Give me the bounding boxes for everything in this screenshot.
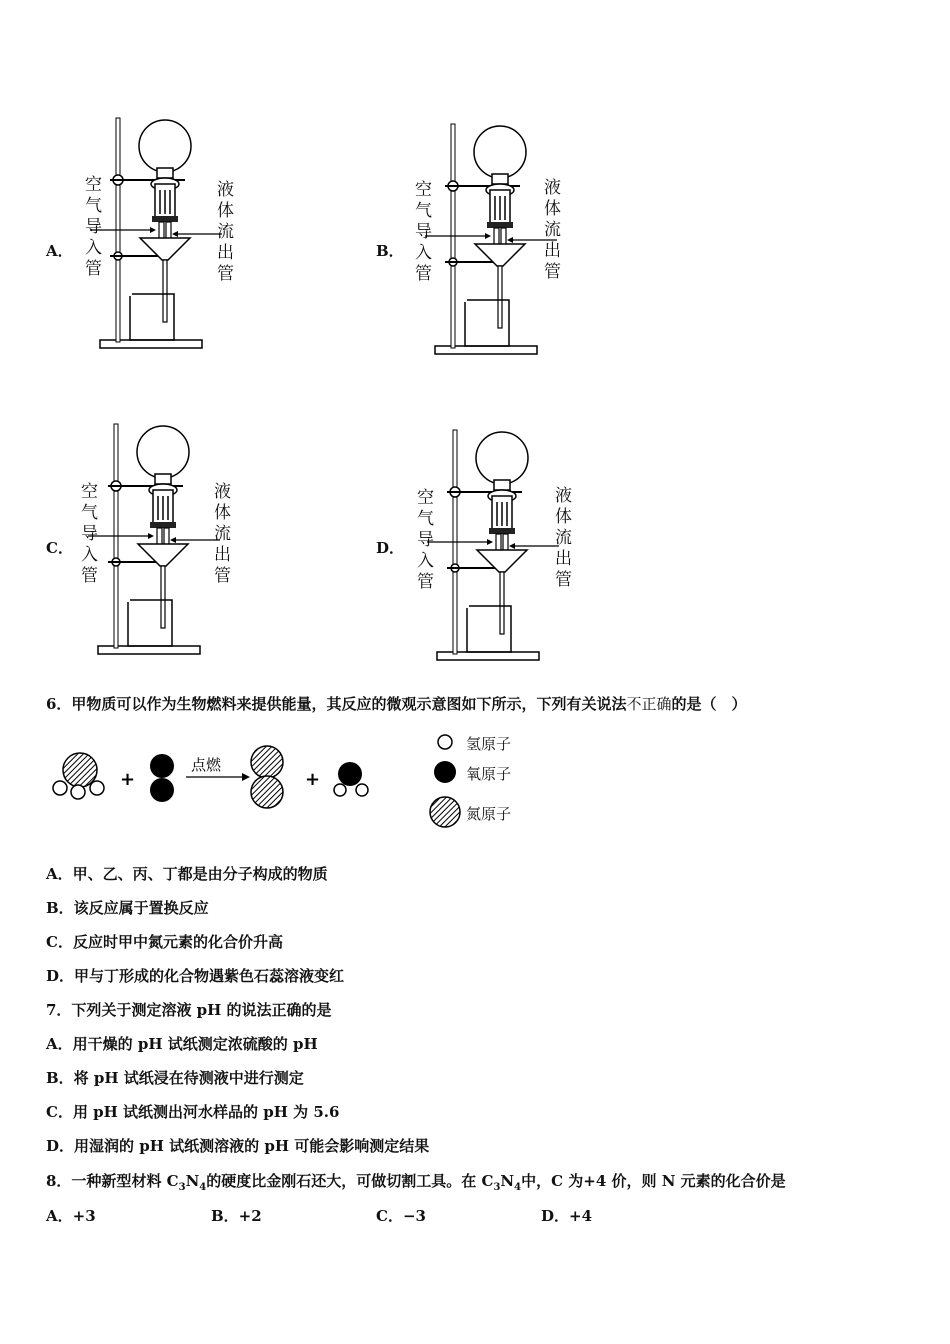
legend-oxygen: 氧原子: [466, 765, 512, 783]
legend-nitrogen: 氮原子: [466, 805, 512, 823]
q7-stem: 7．下列关于测定溶液 pH 的说法正确的是: [46, 1001, 332, 1019]
plus-1: +: [120, 769, 136, 790]
apparatus-d-label: D．: [376, 539, 405, 557]
apparatus-c-diagram: [108, 424, 218, 664]
apparatus-c-liquid-label: 液体流出管: [210, 482, 230, 587]
molecule-bing: [251, 746, 283, 808]
apparatus-a-diagram: [110, 118, 220, 358]
q7-option-d: D．用湿润的 pH 试纸测溶液的 pH 可能会影响测定结果: [46, 1137, 430, 1155]
molecule-ding: [334, 762, 368, 796]
q7-option-a: A．用干燥的 pH 试纸测定浓硫酸的 pH: [46, 1035, 318, 1053]
legend-hydrogen: 氢原子: [466, 735, 512, 753]
q6-option-d: D．甲与丁形成的化合物遇紫色石蕊溶液变红: [46, 967, 345, 985]
apparatus-a-air-label: 空气导入管: [81, 175, 101, 280]
q6-option-c: C．反应时甲中氮元素的化合价升高: [46, 933, 283, 951]
apparatus-d-diagram: [447, 430, 557, 670]
q6-stem: 6．甲物质可以作为生物燃料来提供能量，其反应的微观示意图如下所示，下列有关说法不正确的是（ ）: [46, 695, 747, 713]
molecule-yi: [150, 754, 174, 802]
apparatus-b-label: B．: [376, 242, 404, 260]
q8-stem: 8．一种新型材料 $C_3N_4$的硬度比金刚石还大，可做切割工具。在 $C_3N_4$中，C 为+4 价，则 N 元素的化合价是: [46, 1172, 786, 1193]
q8-option-d: D．+4: [541, 1207, 593, 1225]
reaction-diagram: [40, 740, 400, 810]
q6-option-a: A．甲、乙、丙、丁都是由分子构成的物质: [46, 865, 328, 883]
legend-symbols: [428, 730, 458, 830]
apparatus-c-air-label: 空气导入管: [77, 482, 97, 587]
q8-option-a: A．+3: [46, 1207, 96, 1225]
q6-option-b: B．该反应属于置换反应: [46, 899, 209, 917]
apparatus-d-air-label: 空气导入管: [413, 488, 433, 593]
q8-option-c: C．−3: [376, 1207, 426, 1225]
apparatus-d-liquid-label: 液体流出管: [551, 486, 571, 591]
apparatus-a-liquid-label: 液体流出管: [213, 180, 233, 285]
molecule-jia: [53, 753, 104, 799]
condition-label: 点燃: [191, 756, 222, 774]
q7-option-b: B．将 pH 试纸浸在待测液中进行测定: [46, 1069, 304, 1087]
q8-option-b: B．+2: [211, 1207, 262, 1225]
q7-option-c: C．用 pH 试纸测出河水样品的 pH 为 5.6: [46, 1103, 340, 1121]
apparatus-b-diagram: [445, 124, 555, 364]
plus-2: +: [305, 769, 321, 790]
apparatus-b-air-label: 空气导入管: [411, 180, 431, 285]
apparatus-a-label: A．: [46, 242, 73, 260]
apparatus-b-liquid-label: 液体流出管: [540, 178, 560, 283]
apparatus-c-label: C．: [46, 539, 73, 557]
